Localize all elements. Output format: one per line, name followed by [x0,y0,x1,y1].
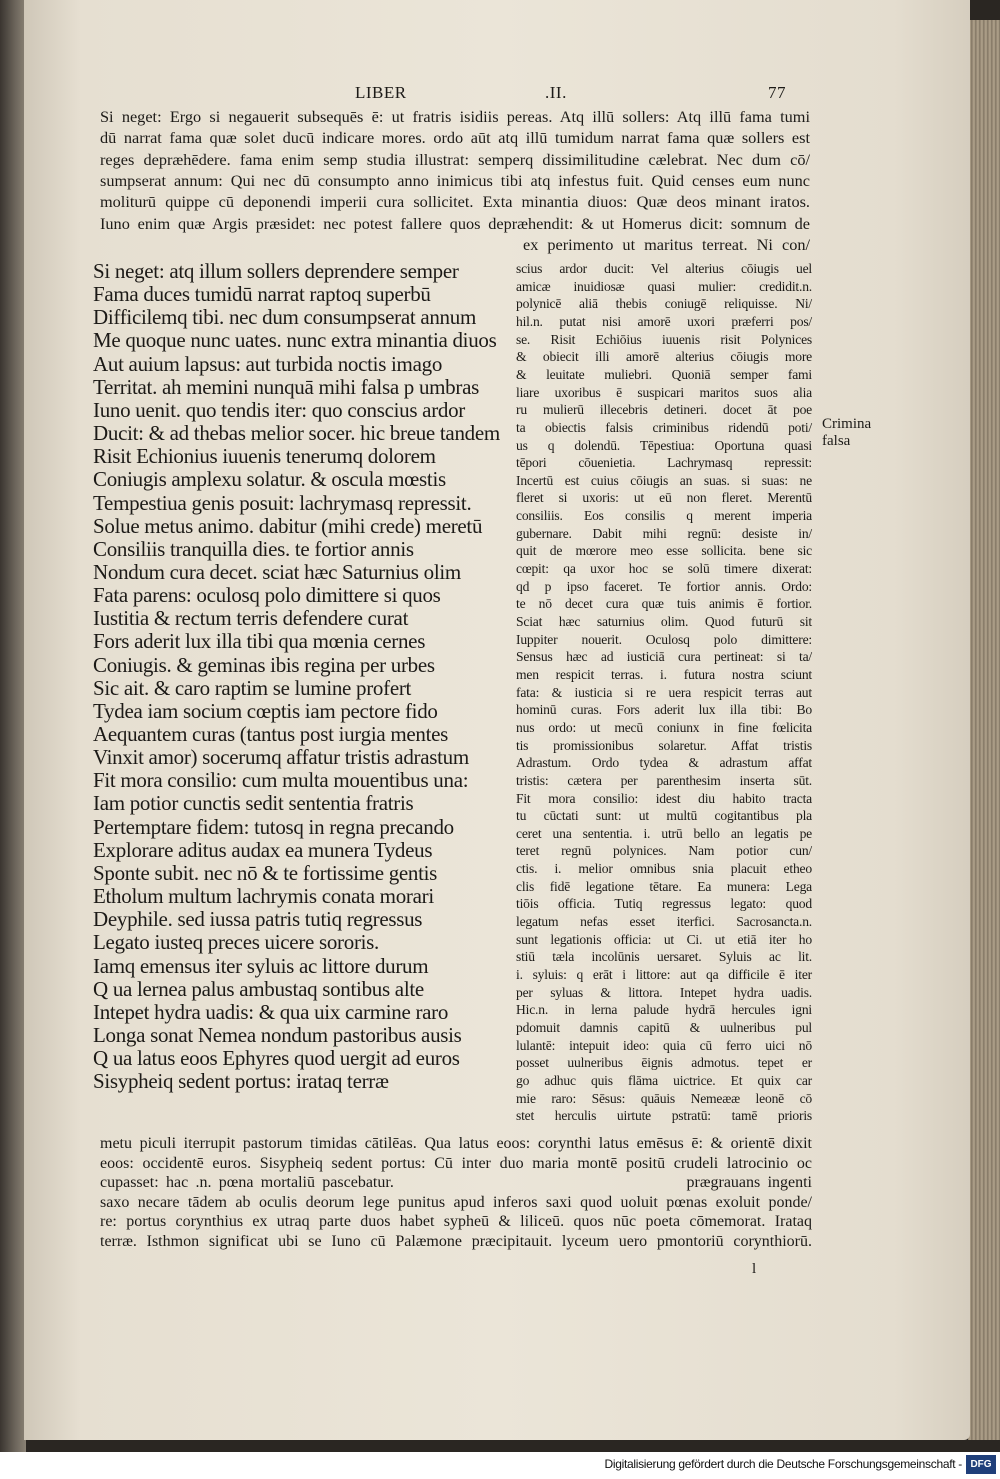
verse-line: Coniugis. & geminas ibis regina per urbes [93,652,435,677]
signature-mark: l [752,1261,757,1277]
commentary-line: tēpori cōuenietia. Lachrymasq repressit: [516,455,812,471]
verse-line: Legato iusteq preces uicere sororis. [93,930,379,955]
commentary-line: legatum nefas esset iterfici. Sacrosancta.n. [516,914,812,930]
commentary-line: metu piculi iterrupit pastorum timidas cātilēas. Qua latus eoos: corynthi latus emēsus ē: & orientē dixit [100,1135,812,1152]
commentary-line: per syluas & littora. Intepet hydra uadis. [516,984,812,1000]
verse-line: Etholum multum lachrymis conata morari [93,884,434,909]
commentary-line: terræ. Isthmon significat ubi se Iuno cū Palæmone præcipitauit. lyceum uero pmontoriū corynthiorū. [100,1232,812,1250]
commentary-line: mie raro: Sēsus: quāuis Nemeææ leonē cō [516,1090,812,1106]
verse-line: Iuno uenit. quo tendis iter: quo conscius ardor [93,397,465,422]
verse-line: Me quoque nunc uates. nunc extra minantia diuos [93,328,497,353]
commentary-line: Iuno enim quæ Argis præsidet: nec potest fallere quos depræhendit: & ut Homerus dicit: somnum de [100,213,810,233]
commentary-line: tiōis officia. Tutiq regressus legato: quod [516,896,812,912]
verse-line: Si neget: atq illum sollers deprendere semper [93,259,459,283]
commentary-line: posset uulneribus ēignis admotus. tepet er [516,1055,812,1071]
verse-line: Pertemptare fidem: tutosq in regna precando [93,814,454,839]
commentary-line: eoos: occidentē euros. Sisypheiq sedent portus: Cū inter duo maria montē positū crudeli latrocinio oc [100,1154,812,1172]
verse-line: Tempestiua genis posuit: lachrymasq repressit. [93,490,472,515]
commentary-line: moliturū quippe cū deponendi imperii cura sollicitet. Exta minantia diuos: Quæ deos minant iratos. [100,192,810,212]
commentary-line: hil.n. putat nisi amorē uxori præferri pos/ [516,313,812,329]
commentary-line: Hic.n. in lerna palude hydrā hercules igni [516,1002,812,1018]
commentary-line: fleret si uxoris: ut eū non fleret. Merentū [516,490,812,506]
commentary-line: & obiecit illi amorē alterius cōiugis more [516,349,812,365]
marginal-note-line: Crimina [822,416,872,432]
verse-line: Risit Echionius iuuenis tenerumq dolorem [93,444,436,469]
marginal-note-line: falsa [822,433,851,449]
commentary-line: amicæ inuidiosæ quasi mulier: credidit.n. [516,278,812,294]
header-book-number: .II. [545,83,567,102]
commentary-line: go adhuc quis flāma uictrice. Et quix car [516,1072,812,1088]
commentary-line: teret regnū polynices. Nam potior cun/ [516,843,812,859]
commentary-line: se. Risit Echiōius iuuenis risit Polynices [516,331,812,347]
commentary-line: nus ordo: ut mecū coniunx in fine fœlicita [516,719,812,735]
verse-line: Vinxit amor) socerumq affatur tristis adrastum [93,745,469,770]
commentary-line: & leuitate muliebri. Quoniā semper fami [516,366,812,382]
verse-line: Sisypheiq sedent portus: irataq terræ [93,1069,389,1094]
commentary-line: scius ardor ducit: Vel alterius cōiugis uel [516,261,812,276]
commentary-line: qd p ipso faceret. Te fortior annis. Ordo: [516,578,812,594]
commentary-line: clis fidē legatione tētare. Ea munera: Lega [516,878,812,894]
verse-line: Nondum cura decet. sciat hæc Saturnius olim [93,559,461,584]
verse-line: Iustitia & rectum terris defendere curat [93,606,409,631]
verse-line: Aut auium lapsus: aut turbida noctis imago [93,351,443,376]
commentary-line: lulantē: intepuit ideo: quia cū ferro uici nō [516,1037,812,1053]
verse-line: Longa sonat Nemea nondum pastoribus ausis [93,1022,462,1047]
footer-credit: Digitalisierung gefördert durch die Deutsche Forschungsgemeinschaft - [604,1457,962,1471]
commentary-line: Iuppiter nouerit. Oculosq polo dimittere: [516,631,812,647]
commentary-line: Adrastum. Ordo tydea & adrastum affat [516,755,812,771]
commentary-line: liare uxoribus ē suspicari maritos suos alia [516,384,812,400]
commentary-line: cupasset: hac .n. pœna mortaliū pascebatur. prægrauans ingenti [100,1174,812,1191]
commentary-line: stet herculis uirtute pstratū: tamē prioris [516,1108,812,1124]
verse-line: Fata parens: oculosq polo dimittere si quos [93,583,441,608]
commentary-line: pdomuit damnis capitū & uulneribus pul [516,1019,812,1035]
verse-line: Difficilemq tibi. nec dum consumpserat annum [93,305,476,330]
commentary-line: fata: & iusticia si re uera respicit terras aut [516,684,812,700]
commentary-line: tis promissionibus solaretur. Affat tristis [516,737,812,753]
dfg-logo: DFG [966,1455,996,1474]
verse-line: Deyphile. sed iussa patris tutiq regressus [93,907,423,932]
commentary-line: ceret una sententia. i. utrū bello an legatis pe [516,825,812,841]
commentary-line: Sensus hæc ad iusticiā cura pertineat: si ta/ [516,649,812,665]
commentary-line: gubernare. Dabit mihi regnū: desiste in/ [516,525,812,541]
verse-line: Q ua latus eoos Ephyres quod uergit ad euros [93,1046,460,1071]
verse-line: Fama duces tumidū narrat raptoq superbū [93,282,431,307]
commentary-line: consiliis. Eos consilis q merent imperia [516,508,812,524]
commentary-line: Fit mora consilio: idest diu habito tracta [516,790,812,806]
commentary-line: Si neget: Ergo si negauerit subsequēs ē: ut fratris isidiis pereas. Atq illū sollers: Atq illū fama tumi [100,107,810,126]
commentary-line: ctis. i. melior omnibus snia placuit etheo [516,861,812,877]
facing-page-edge [0,0,26,1452]
commentary-line: re: portus corynthius ex utraq parte duos habet sypheū & liliceū. quos nūc poeta cōmemorat. Irataq [100,1213,812,1230]
marginal-note [822,416,871,450]
commentary-line: us q dolendū. Tēpestiua: Oportuna quasi [516,437,812,453]
commentary-line: men respicit terras. i. futura nostra sciunt [516,666,812,682]
commentary-line: hominū curas. Fors aderit lux illa tibi: Bo [516,702,812,718]
verse-line: Sic ait. & caro raptim se lumine profert [93,675,412,700]
verse-line: Q ua lernea palus ambustaq sontibus alte [93,976,424,1001]
commentary-line: quit de mœrore meo esse sollicita. bene sic [516,543,812,559]
header-liber: LIBER [355,83,407,102]
commentary-line: Incertū est cuius cōiugis an suas. si suas: ne [516,472,812,488]
verse-line: Intepet hydra uadis: & qua uix carmine raro [93,999,449,1024]
verse-line: Tydea iam socium cœptis iam pectore fido [93,698,438,723]
verse-line: Iamq emensus iter syluis ac littore durum [93,953,429,978]
verse-line: Iam potior cunctis sedit sententia fratris [93,791,414,816]
verse-line: Sponte subit. nec nō & te fortissime gentis [93,860,438,885]
commentary-line: Sciat hæc saturnius olim. Quod futurū sit [516,614,812,629]
commentary-line: saxo necare tādem ab oculis deorum lege punitus apud inferos saxi quod uoluit pœnas exoluit ponde/ [100,1193,812,1211]
verse-line: Aequantem curas (tantus post iurgia mentes [93,722,449,746]
folio-number: 77 [768,83,786,102]
book-page-edges [968,20,1000,1440]
commentary-line: tristis: cætera per parenthesim inserta sūt. [516,772,812,788]
commentary-line: i. syluis: q erāt i littore: aut qa difficile ē iter [516,967,812,982]
verse-line: Ducit: & ad thebas melior socer. hic breue tandem [93,421,500,446]
commentary-line: tu cūctati sunt: ut multū cogitantibus pla [516,808,812,824]
commentary-line: dū narrat fama quæ solet ducū indicare mores. ordo aūt atq illū tumidum narrat fama quæ sollers est [100,128,810,148]
commentary-line: reges depræhēdere. fama enim semp studia illustrat: semperq dissimilitudine cælebrat. Nec dum cō/ [100,149,810,169]
commentary-line: stiū tæla incolūnis uersaret. Syluis ac lit. [516,949,812,965]
commentary-line: ex perimento ut maritus terreat. Ni con/ [523,235,810,254]
commentary-line: sumpserat annum: Qui nec dū consumpto anno inimicus tibi atq infestus fuit. Quid censes eum nunc [100,170,810,190]
verse-line: Explorare aditus audax ea munera Tydeus [93,837,433,862]
verse-line: Solue metus animo. dabitur (mihi crede) meretū [93,513,483,538]
commentary-line: te nō decet cura quæ tuis animis ē fortior. [516,596,812,612]
commentary-line: cœpit: qa uxor hoc se solū timere dixerat: [516,561,812,577]
commentary-line: sunt legationis officia: ut Ci. ut etiā iter ho [516,931,812,947]
verse-line: Consiliis tranquilla dies. te fortior annis [93,536,414,561]
verse-line: Fors aderit lux illa tibi qua mœnia cernes [93,629,426,654]
verse-line: Territat. ah memini nunquā mihi falsa p umbras [93,374,479,399]
footer-bar [0,1452,1000,1479]
commentary-line: ru mulierū illecebris detineri. docet āt poe [516,402,812,418]
commentary-line: ta obiectis falsis criminibus ridendū poti/ [516,419,812,435]
verse-line: Fit mora consilio: cum multa mouentibus una: [93,768,469,793]
commentary-line: polynicē aliā thebis coniugē reliquisse. Ni/ [516,296,812,312]
verse-line: Coniugis amplexu solatur. & oscula mœstis [93,467,446,492]
